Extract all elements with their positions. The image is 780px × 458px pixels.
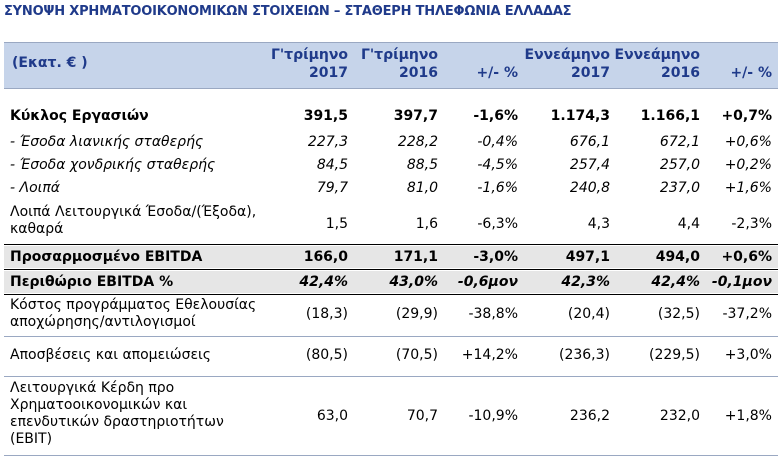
col-q-change-header: +/- % — [476, 65, 518, 81]
row-label: Αποσβέσεις και απομειώσεις — [10, 347, 212, 363]
row-label: Λειτουργικά Κέρδη προ Χρηματοοικονομικών και επενδυτικών δραστηριοτήτων (EBIT) — [10, 380, 224, 447]
col-9m-2017-header: Εννεάμηνο 2017 — [524, 47, 610, 81]
table-header — [4, 42, 778, 89]
col-9m-change-header: +/- % — [730, 65, 772, 81]
table-row: - Έσοδα λιανικής σταθερής 227,3 228,2 -0,4% 676,1 672,1 +0,6% — [10, 134, 772, 150]
table-row: Λοιπά Λειτουργικά Έσοδα/(Έξοδα), καθαρά 1,5 1,6 -6,3% 4,3 4,4 -2,3% — [10, 204, 772, 237]
unit-label: (Εκατ. € ) — [12, 55, 88, 71]
row-label: - Λοιπά — [10, 180, 61, 196]
row-label: Προσαρμοσμένο EBITDA — [10, 249, 203, 265]
row-label: Περιθώριο EBITDA % — [10, 274, 174, 290]
table-row: - Έσοδα χονδρικής σταθερής 84,5 88,5 -4,5% 257,4 257,0 +0,2% — [10, 157, 772, 173]
row-label: Κόστος προγράμματος Εθελουσίας αποχώρησης/αντιλογισμοί — [10, 297, 257, 330]
table-row: Κύκλος Εργασιών 391,5 397,7 -1,6% 1.174,3 1.166,1 +0,7% — [10, 108, 772, 124]
divider — [4, 269, 778, 270]
divider — [4, 244, 778, 245]
col-9m-2016-header: Εννεάμηνο 2016 — [614, 47, 700, 81]
divider — [4, 376, 778, 377]
row-label: - Έσοδα λιανικής σταθερής — [10, 134, 204, 150]
table-row: Περιθώριο EBITDA % 42,4% 43,0% -0,6μον 42,3% 42,4% -0,1μον — [4, 271, 778, 293]
table-row: Αποσβέσεις και απομειώσεις (80,5) (70,5) +14,2% (236,3) (229,5) +3,0% — [10, 347, 772, 363]
table-row: Προσαρμοσμένο EBITDA 166,0 171,1 -3,0% 497,1 494,0 +0,6% — [4, 246, 778, 268]
divider — [4, 336, 778, 337]
col-q3-2016-header: Γ'τρίμηνο 2016 — [360, 47, 438, 81]
divider — [4, 294, 778, 295]
table-row: Λειτουργικά Κέρδη προ Χρηματοοικονομικών και επενδυτικών δραστηριοτήτων (EBIT) 63,0 70,7 -10,9% 236,2 232,0 +1,8% — [10, 380, 772, 447]
table-title: ΣΥΝΟΨΗ ΧΡΗΜΑΤΟΟΙΚΟΝΟΜΙΚΩΝ ΣΤΟΙΧΕΙΩΝ – ΣΤΑΘΕΡΗ ΤΗΛΕΦΩΝΙΑ ΕΛΛΑΔΑΣ — [4, 4, 572, 19]
col-q3-2017-header: Γ'τρίμηνο 2017 — [270, 47, 348, 81]
row-label: - Έσοδα χονδρικής σταθερής — [10, 157, 216, 173]
table-row: - Λοιπά 79,7 81,0 -1,6% 240,8 237,0 +1,6% — [10, 180, 772, 196]
divider — [4, 455, 778, 456]
row-label: Κύκλος Εργασιών — [10, 108, 149, 124]
table-row: Κόστος προγράμματος Εθελουσίας αποχώρησης/αντιλογισμοί (18,3) (29,9) -38,8% (20,4) (32,5) -37,2% — [10, 297, 772, 330]
row-label: Λοιπά Λειτουργικά Έσοδα/(Έξοδα), καθαρά — [10, 204, 257, 237]
